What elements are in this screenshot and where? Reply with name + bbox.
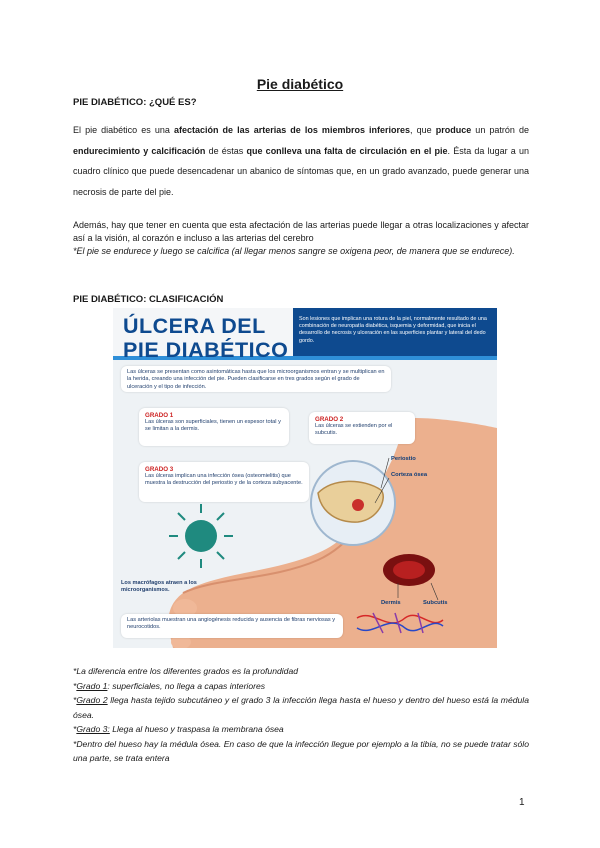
note-grade1: *Grado 1: superficiales, no llega a capas interiores — [73, 680, 266, 691]
paragraph-definition: El pie diabético es una afectación de las arterias de los miembros inferiores, que produce un patrón de endurecimiento y calcificación de éstas que conlleva una falta de circulación en el pie. Ésta da lugar a un cuadro clínico que puede desencadenar un abanico de síntomas que, en un grado avanzado, puede generar una necrosis de parte del pie. — [73, 125, 529, 197]
label-corteza-osea: Corteza ósea — [391, 472, 428, 478]
paragraph-other-locations: Además, hay que tener en cuenta que esta afectación de las arterias puede llegar a otras localizaciones y afectar así a la visión, al corazón e incluso a las arterias del cerebro *El pie se endurece y luego se calcifica (al llegar menos sangre se oxigena peor, de manera que se endurece). — [73, 220, 529, 256]
info-box-grade2 — [309, 412, 415, 444]
grade1-label: GRADO 1 — [145, 412, 174, 419]
infographic-title: ÚLCERA DEL PIE DIABÉTICO — [123, 314, 289, 362]
note-depth: *La diferencia entre los diferentes grados es la profundidad — [73, 666, 299, 676]
page-number: 1 — [519, 797, 525, 808]
grade2-text: Las úlceras se extienden por el subcutis. — [315, 423, 393, 437]
label-subcutis: Subcutis — [423, 600, 448, 606]
grade2-label: GRADO 2 — [315, 416, 344, 423]
note-grade2: *Grado 2 llega hasta tejido subcutáneo y el grado 3 la infección llega hasta el hueso y dentro del hueso está la médula ósea. — [73, 695, 529, 720]
grade1-text: Las úlceras son superficiales, tienen un espesor total y se limitan a la dermis. — [145, 419, 281, 433]
label-macrofagos: Los macrófagos atraen a los microorganismos. — [121, 580, 197, 594]
grade3-text: Las úlceras implican una infección ósea (osteomielitis) que muestra la destrucción del periostio y de la corteza subyacente. — [145, 473, 303, 487]
page-title: Pie diabético — [256, 76, 344, 92]
info-box-asymptomatic: Las úlceras se presentan como asintomáticas hasta que los microorganismos entran y se multiplican en la herida, creando una infección del pie. Pueden clasificarse en tres grados según el grado de ulceración y el tipo de infección. — [121, 366, 391, 392]
info-box-arteriolas: Las arteriolas muestran una angiogénesis reducida y ausencia de fibras nerviosas y neurocotidos. — [121, 614, 343, 638]
infographic-diabetic-foot-ulcer — [113, 308, 497, 648]
infographic-intro: Son lesiones que implican una rotura de la piel, normalmente resultado de una combinación de neuropatía diabética, isquemia y deformidad, que inicia el desarrollo de necrosis y ulceración en las superficies plantar y lateral del dedo gordo. — [299, 316, 487, 344]
section-heading-clasificacion: PIE DIABÉTICO: CLASIFICACIÓN — [73, 294, 224, 305]
macrophage-cell — [185, 520, 217, 552]
note-grade3: *Grado 3: Llega al hueso y traspasa la membrana ósea — [73, 724, 284, 734]
classification-notes — [73, 664, 529, 766]
grade3-label: GRADO 3 — [145, 466, 174, 473]
note-hardening: *El pie se endurece y luego se calcifica (al llegar menos sangre se oxigena peor, de manera que se endurece). — [73, 246, 515, 256]
info-box-grade3 — [139, 462, 309, 502]
note-bone-marrow: *Dentro del hueso hay la médula ósea. En caso de que la infección llegue por ejemplo a la tibia, no se puede tratar sólo una parte, se trata entera — [73, 738, 529, 763]
info-box-grade1 — [139, 408, 289, 446]
label-periostio: Periostio — [391, 456, 416, 462]
label-dermis: Dermis — [381, 600, 401, 606]
section-heading-que-es: PIE DIABÉTICO: ¿QUÉ ES? — [73, 97, 197, 108]
